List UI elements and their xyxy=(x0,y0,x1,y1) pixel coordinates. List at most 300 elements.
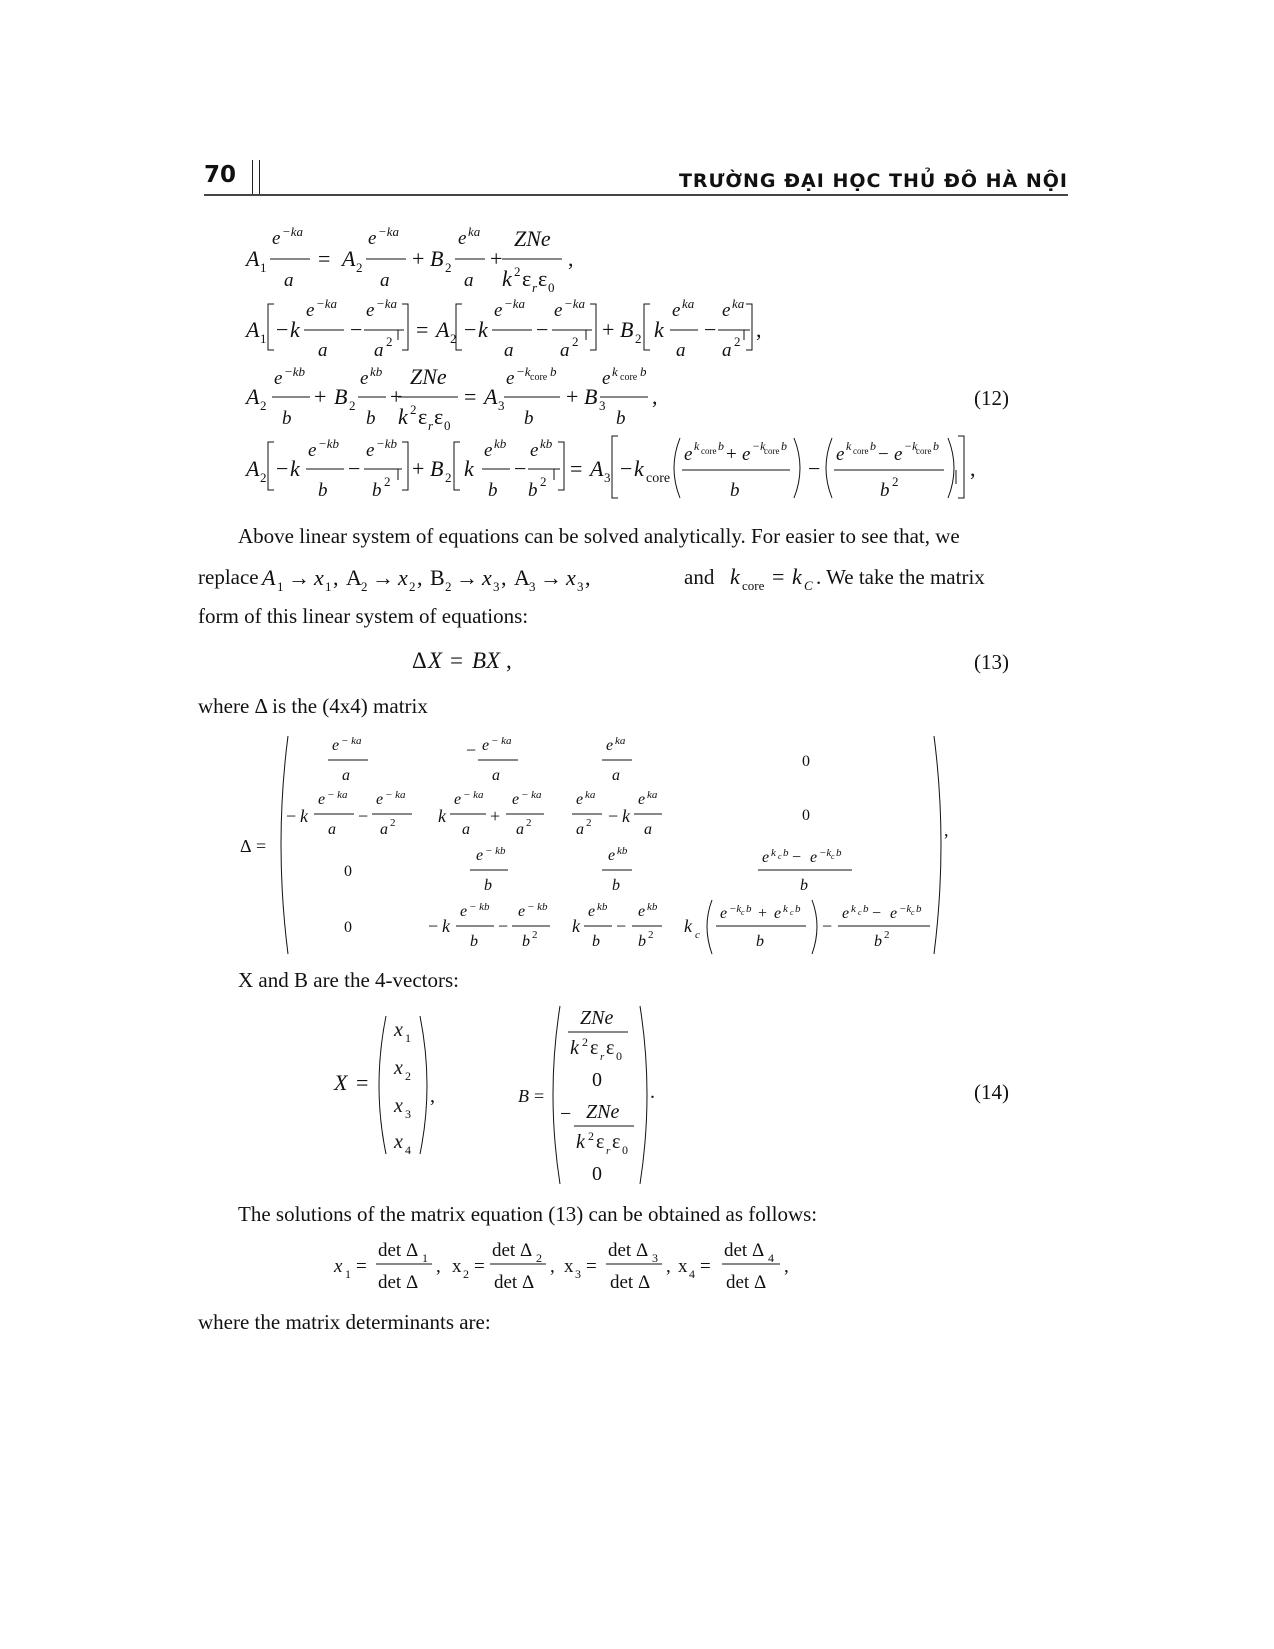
svg-text:2: 2 xyxy=(586,817,592,829)
svg-text:a: a xyxy=(464,270,474,291)
cramer-solutions xyxy=(334,1234,804,1298)
svg-text:a: a xyxy=(284,270,294,291)
svg-text:core: core xyxy=(853,446,869,456)
svg-text:det Δ: det Δ xyxy=(724,1240,765,1261)
svg-text:−kb: −kb xyxy=(318,436,340,451)
svg-text:A: A xyxy=(436,317,450,342)
svg-text:2: 2 xyxy=(463,1267,469,1281)
svg-text:B: B xyxy=(518,1086,529,1106)
svg-text:+: + xyxy=(490,806,501,826)
svg-text:=: = xyxy=(464,384,477,409)
svg-text:3: 3 xyxy=(529,579,536,594)
svg-text:=: = xyxy=(474,1256,485,1277)
svg-text:2: 2 xyxy=(536,1251,542,1265)
svg-text:=: = xyxy=(700,1256,711,1277)
svg-text:A: A xyxy=(246,384,260,409)
svg-text:det Δ: det Δ xyxy=(378,1240,419,1261)
svg-text:k: k xyxy=(846,439,852,453)
svg-text:det Δ: det Δ xyxy=(726,1272,767,1293)
svg-text:−: − xyxy=(620,456,633,481)
svg-text:b: b xyxy=(318,480,328,501)
svg-text:,: , xyxy=(417,565,423,590)
svg-text:− ka: − ka xyxy=(385,789,406,801)
svg-text:,: , xyxy=(550,1256,555,1277)
svg-text:=: = xyxy=(586,1256,597,1277)
svg-text:−: − xyxy=(466,740,477,760)
svg-text:,: , xyxy=(944,820,949,840)
svg-text:A: A xyxy=(342,246,356,271)
svg-text:Δ: Δ xyxy=(412,648,427,673)
svg-text:b: b xyxy=(638,933,646,950)
svg-text:e: e xyxy=(482,737,490,754)
svg-text:2: 2 xyxy=(572,334,579,349)
svg-text:−: − xyxy=(792,849,802,866)
svg-text:,: , xyxy=(501,565,507,590)
equation-number-13: (13) xyxy=(974,650,1009,674)
svg-text:e: e xyxy=(722,300,731,321)
svg-text:−: − xyxy=(498,916,509,936)
svg-text:B: B xyxy=(430,246,444,271)
svg-text:B: B xyxy=(430,565,445,590)
svg-text:a: a xyxy=(462,821,470,838)
svg-text:B: B xyxy=(430,456,444,481)
svg-text:−: − xyxy=(616,916,627,936)
svg-text:a: a xyxy=(328,821,336,838)
svg-text:0: 0 xyxy=(592,1069,602,1091)
svg-text:e: e xyxy=(672,300,681,321)
svg-text:=: = xyxy=(772,564,785,589)
svg-text:=: = xyxy=(416,317,429,342)
svg-text:ε: ε xyxy=(606,1037,615,1059)
svg-text:b: b xyxy=(612,877,620,894)
svg-text:e: e xyxy=(484,440,493,461)
svg-text:kb: kb xyxy=(617,845,628,857)
svg-text:→: → xyxy=(288,565,310,590)
svg-text:x: x xyxy=(678,1256,688,1277)
svg-text:ε: ε xyxy=(612,1131,621,1153)
svg-text:,: , xyxy=(430,1085,435,1107)
svg-text:2: 2 xyxy=(648,929,654,941)
svg-text:,: , xyxy=(756,317,762,342)
svg-text:−: − xyxy=(348,456,361,481)
svg-text:−: − xyxy=(276,317,289,342)
svg-text:k: k xyxy=(570,1037,579,1059)
svg-text:0: 0 xyxy=(616,1049,622,1063)
svg-text:b: b xyxy=(522,933,530,950)
svg-text:b: b xyxy=(372,480,382,501)
svg-text:x: x xyxy=(394,1057,403,1079)
svg-text:x: x xyxy=(394,1019,403,1041)
svg-text:2: 2 xyxy=(349,398,356,413)
paragraph-1-line-3: form of this linear system of equations: xyxy=(198,604,529,628)
svg-text:b: b xyxy=(874,933,882,950)
svg-text:x: x xyxy=(566,565,576,590)
svg-text:b: b xyxy=(870,439,876,453)
svg-text:a: a xyxy=(560,340,570,361)
svg-text:ka: ka xyxy=(647,789,658,801)
svg-text:e: e xyxy=(274,368,283,389)
svg-text:k: k xyxy=(851,903,856,915)
svg-text:k: k xyxy=(502,266,512,291)
svg-text:2: 2 xyxy=(532,929,538,941)
svg-text:2: 2 xyxy=(884,929,890,941)
svg-text:−: − xyxy=(560,1103,572,1125)
svg-text:2: 2 xyxy=(582,1035,588,1049)
svg-text:e: e xyxy=(494,300,503,321)
svg-text:1: 1 xyxy=(277,579,284,594)
svg-text:+: + xyxy=(412,456,425,481)
svg-text:2: 2 xyxy=(445,470,452,485)
svg-text:− ka: − ka xyxy=(463,789,484,801)
svg-text:=: = xyxy=(450,648,463,673)
svg-text:c: c xyxy=(858,908,862,917)
svg-text:Δ: Δ xyxy=(240,836,252,856)
svg-text:0: 0 xyxy=(344,863,352,880)
svg-text:e: e xyxy=(272,228,281,249)
svg-text:−k: −k xyxy=(516,364,531,379)
svg-text:=: = xyxy=(356,1070,369,1095)
svg-text:C: C xyxy=(804,578,813,593)
svg-text:−: − xyxy=(514,456,527,481)
svg-text:−: − xyxy=(536,317,549,342)
svg-text:e: e xyxy=(602,368,611,389)
svg-text:e: e xyxy=(506,368,515,389)
svg-text:b: b xyxy=(470,933,478,950)
replacement-mapping xyxy=(262,560,682,596)
page-number: 70 xyxy=(204,162,237,188)
svg-text:1: 1 xyxy=(260,331,267,346)
svg-text:2: 2 xyxy=(260,398,267,413)
svg-text:e: e xyxy=(366,440,375,461)
svg-text:,: , xyxy=(784,1256,789,1277)
svg-text:3: 3 xyxy=(652,1251,658,1265)
svg-text:−: − xyxy=(822,916,833,936)
paragraph-1-replace-word: replace xyxy=(198,565,259,589)
svg-text:2: 2 xyxy=(450,331,457,346)
svg-text:e: e xyxy=(684,444,693,465)
svg-text:−ka: −ka xyxy=(378,224,400,239)
svg-text:a: a xyxy=(676,340,686,361)
svg-text:k: k xyxy=(792,564,802,589)
svg-text:kb: kb xyxy=(370,364,383,379)
svg-text:k: k xyxy=(684,916,692,936)
svg-text:b: b xyxy=(718,439,724,453)
svg-text:0: 0 xyxy=(802,807,810,824)
svg-text:−: − xyxy=(808,456,821,481)
svg-text:k: k xyxy=(438,806,446,826)
svg-text:det Δ: det Δ xyxy=(378,1272,419,1293)
svg-text:,: , xyxy=(666,1256,671,1277)
svg-text:2: 2 xyxy=(635,331,642,346)
svg-text:x: x xyxy=(334,1256,343,1277)
svg-text:3: 3 xyxy=(577,579,584,594)
paragraph-2: where Δ is the (4x4) matrix xyxy=(198,694,428,718)
svg-text:2: 2 xyxy=(390,817,396,829)
svg-text:e: e xyxy=(512,791,520,808)
svg-text:b: b xyxy=(756,933,764,950)
svg-text:ε: ε xyxy=(434,404,444,429)
svg-text:e: e xyxy=(842,905,850,922)
svg-text:a: a xyxy=(722,340,732,361)
svg-text:k: k xyxy=(300,806,308,826)
svg-text:k: k xyxy=(694,439,700,453)
svg-text:r: r xyxy=(532,280,538,295)
svg-text:r: r xyxy=(428,418,434,433)
svg-text:k: k xyxy=(478,317,488,342)
svg-text:kb: kb xyxy=(647,901,658,913)
svg-text:e: e xyxy=(308,440,317,461)
svg-text:a: a xyxy=(576,821,584,838)
svg-text:c: c xyxy=(790,908,794,917)
svg-text:−: − xyxy=(286,806,297,826)
svg-text:3: 3 xyxy=(599,398,606,413)
svg-text:c: c xyxy=(911,908,915,917)
svg-text:A: A xyxy=(484,384,498,409)
svg-text:a: a xyxy=(492,767,500,784)
svg-text:−: − xyxy=(608,806,619,826)
svg-text:3: 3 xyxy=(575,1267,581,1281)
svg-text:A: A xyxy=(346,565,362,590)
svg-text:r: r xyxy=(606,1145,611,1157)
svg-text:e: e xyxy=(774,905,782,922)
svg-text:ε: ε xyxy=(418,404,428,429)
svg-text:k: k xyxy=(771,847,776,859)
svg-text:4: 4 xyxy=(689,1267,695,1281)
svg-text:det Δ: det Δ xyxy=(494,1272,535,1293)
svg-text:b: b xyxy=(863,903,869,915)
svg-text:A: A xyxy=(246,456,260,481)
svg-text:e: e xyxy=(366,300,375,321)
svg-text:core: core xyxy=(530,372,548,383)
svg-text:b: b xyxy=(484,877,492,894)
svg-text:− ka: − ka xyxy=(521,789,542,801)
svg-text:− ka: − ka xyxy=(491,735,512,747)
svg-text:=: = xyxy=(570,456,583,481)
svg-text:e: e xyxy=(890,905,898,922)
svg-text:x: x xyxy=(564,1256,574,1277)
delta-matrix xyxy=(240,732,960,960)
svg-text:,: , xyxy=(970,456,976,481)
svg-text:−: − xyxy=(358,806,369,826)
svg-text:det Δ: det Δ xyxy=(610,1272,651,1293)
svg-text:,: , xyxy=(585,565,591,590)
svg-text:k: k xyxy=(654,317,664,342)
svg-text:2: 2 xyxy=(526,817,532,829)
svg-text:x: x xyxy=(394,1095,403,1117)
svg-text:− kb: − kb xyxy=(527,901,548,913)
svg-text:−: − xyxy=(464,317,477,342)
svg-text:+: + xyxy=(390,384,403,409)
svg-text:ε: ε xyxy=(596,1131,605,1153)
header-rule xyxy=(204,194,1068,196)
svg-text:0: 0 xyxy=(548,280,555,295)
svg-text:4: 4 xyxy=(768,1251,774,1265)
svg-text:−ka: −ka xyxy=(564,296,586,311)
svg-text:0: 0 xyxy=(802,753,810,770)
svg-text:e: e xyxy=(376,791,384,808)
svg-text:0: 0 xyxy=(592,1163,602,1185)
svg-text:−ka: −ka xyxy=(316,296,338,311)
svg-text:2: 2 xyxy=(445,579,452,594)
svg-text:ka: ka xyxy=(682,296,695,311)
paragraph-1-line-2-end: . We take the matrix xyxy=(816,565,985,589)
equation-12-system xyxy=(240,222,1000,512)
svg-text:a: a xyxy=(342,767,350,784)
svg-text:c: c xyxy=(741,908,745,917)
svg-text:e: e xyxy=(588,903,596,920)
svg-text:=: = xyxy=(534,1086,545,1106)
equation-number-12: (12) xyxy=(974,386,1009,410)
svg-text:e: e xyxy=(306,300,315,321)
svg-text:b: b xyxy=(800,877,808,894)
svg-text:b: b xyxy=(836,847,842,859)
svg-text:e: e xyxy=(318,791,326,808)
svg-text:−k: −k xyxy=(729,903,742,915)
svg-text:−: − xyxy=(704,317,717,342)
svg-text:kb: kb xyxy=(540,436,553,451)
svg-text:core: core xyxy=(646,471,671,486)
svg-text:− kb: − kb xyxy=(469,901,490,913)
svg-text:x: x xyxy=(398,565,408,590)
svg-text:x: x xyxy=(314,565,324,590)
svg-text:,: , xyxy=(506,648,512,673)
svg-text:B: B xyxy=(334,384,348,409)
svg-text:b: b xyxy=(880,480,890,501)
svg-text:a: a xyxy=(644,821,652,838)
svg-text:A: A xyxy=(246,317,260,342)
svg-text:3: 3 xyxy=(498,398,505,413)
svg-text:+: + xyxy=(758,905,768,922)
svg-text:3: 3 xyxy=(405,1107,411,1121)
svg-text:ZNe: ZNe xyxy=(580,1007,614,1029)
svg-text:B: B xyxy=(620,317,634,342)
svg-text:k: k xyxy=(576,1131,585,1153)
svg-text:core: core xyxy=(916,446,932,456)
svg-text:A: A xyxy=(514,565,530,590)
svg-text:3: 3 xyxy=(604,470,611,485)
svg-text:0: 0 xyxy=(444,418,451,433)
svg-text:b: b xyxy=(524,408,534,429)
svg-text:ZNe: ZNe xyxy=(410,364,447,389)
svg-text:− kb: − kb xyxy=(485,845,506,857)
svg-text:A: A xyxy=(590,456,604,481)
svg-text:1: 1 xyxy=(325,579,332,594)
svg-text:e: e xyxy=(606,737,614,754)
svg-text:e: e xyxy=(638,903,646,920)
svg-text:+: + xyxy=(566,384,579,409)
svg-text:a: a xyxy=(612,767,620,784)
svg-text:core: core xyxy=(701,446,717,456)
svg-text:e: e xyxy=(608,847,616,864)
svg-text:−kb: −kb xyxy=(284,364,306,379)
svg-text:b: b xyxy=(528,480,538,501)
svg-text:e: e xyxy=(454,791,462,808)
svg-text:det Δ: det Δ xyxy=(608,1240,649,1261)
svg-text:−: − xyxy=(428,916,439,936)
svg-text:+: + xyxy=(726,444,737,465)
svg-text:e: e xyxy=(762,849,770,866)
svg-text:2: 2 xyxy=(384,474,391,489)
svg-text:−: − xyxy=(276,456,289,481)
svg-text:=: = xyxy=(256,836,267,856)
svg-text:e: e xyxy=(460,903,468,920)
svg-text:ε: ε xyxy=(522,266,532,291)
equation-number-14: (14) xyxy=(974,1080,1009,1104)
svg-text:c: c xyxy=(695,929,700,941)
svg-text:b: b xyxy=(795,903,801,915)
equation-13 xyxy=(412,642,532,678)
svg-text:+: + xyxy=(412,246,425,271)
svg-text:k: k xyxy=(464,456,474,481)
svg-text:a: a xyxy=(318,340,328,361)
journal-name: TRƯỜNG ĐẠI HỌC THỦ ĐÔ HÀ NỘI xyxy=(678,170,1068,192)
svg-text:,: , xyxy=(333,565,339,590)
svg-text:−k: −k xyxy=(752,439,766,453)
svg-text:b: b xyxy=(616,408,626,429)
svg-text:X: X xyxy=(428,648,443,673)
svg-text:b: b xyxy=(488,480,498,501)
svg-text:+: + xyxy=(602,317,615,342)
svg-text:k: k xyxy=(290,456,300,481)
svg-text:b: b xyxy=(730,480,740,501)
svg-text:=: = xyxy=(356,1256,367,1277)
svg-text:.: . xyxy=(650,1081,655,1103)
svg-text:k: k xyxy=(612,364,618,379)
svg-text:e: e xyxy=(576,791,584,808)
svg-text:−k: −k xyxy=(899,903,912,915)
svg-text:0: 0 xyxy=(622,1143,628,1157)
svg-text:ZNe: ZNe xyxy=(586,1101,620,1123)
svg-text:b: b xyxy=(933,439,939,453)
svg-text:c: c xyxy=(778,852,782,861)
svg-text:2: 2 xyxy=(588,1129,594,1143)
svg-text:2: 2 xyxy=(892,474,899,489)
svg-text:X: X xyxy=(334,1070,348,1095)
svg-text:a: a xyxy=(504,340,514,361)
svg-text:e: e xyxy=(368,228,377,249)
svg-text:A: A xyxy=(262,565,276,590)
svg-text:k: k xyxy=(572,916,580,936)
svg-text:core: core xyxy=(764,446,780,456)
svg-text:1: 1 xyxy=(422,1251,428,1265)
svg-text:ka: ka xyxy=(468,224,481,239)
svg-text:2: 2 xyxy=(260,470,267,485)
svg-text:→: → xyxy=(456,565,478,590)
svg-text:e: e xyxy=(720,905,728,922)
svg-text:ka: ka xyxy=(732,296,745,311)
svg-text:2: 2 xyxy=(409,579,416,594)
svg-text:−k: −k xyxy=(819,847,832,859)
svg-text:−: − xyxy=(350,317,363,342)
svg-text:,: , xyxy=(436,1256,441,1277)
svg-text:ε: ε xyxy=(538,266,548,291)
svg-text:r: r xyxy=(600,1051,605,1063)
svg-text:2: 2 xyxy=(386,334,393,349)
svg-text:b: b xyxy=(282,408,292,429)
svg-text:e: e xyxy=(554,300,563,321)
svg-text:b: b xyxy=(746,903,752,915)
svg-text:k: k xyxy=(442,916,450,936)
svg-text:2: 2 xyxy=(361,579,368,594)
svg-text:e: e xyxy=(530,440,539,461)
svg-text:→: → xyxy=(540,565,562,590)
paragraph-5: where the matrix determinants are: xyxy=(198,1310,491,1334)
svg-text:b: b xyxy=(366,408,376,429)
svg-text:2: 2 xyxy=(410,402,417,417)
svg-text:−ka: −ka xyxy=(504,296,526,311)
svg-text:2: 2 xyxy=(734,334,741,349)
svg-text:ka: ka xyxy=(585,789,596,801)
